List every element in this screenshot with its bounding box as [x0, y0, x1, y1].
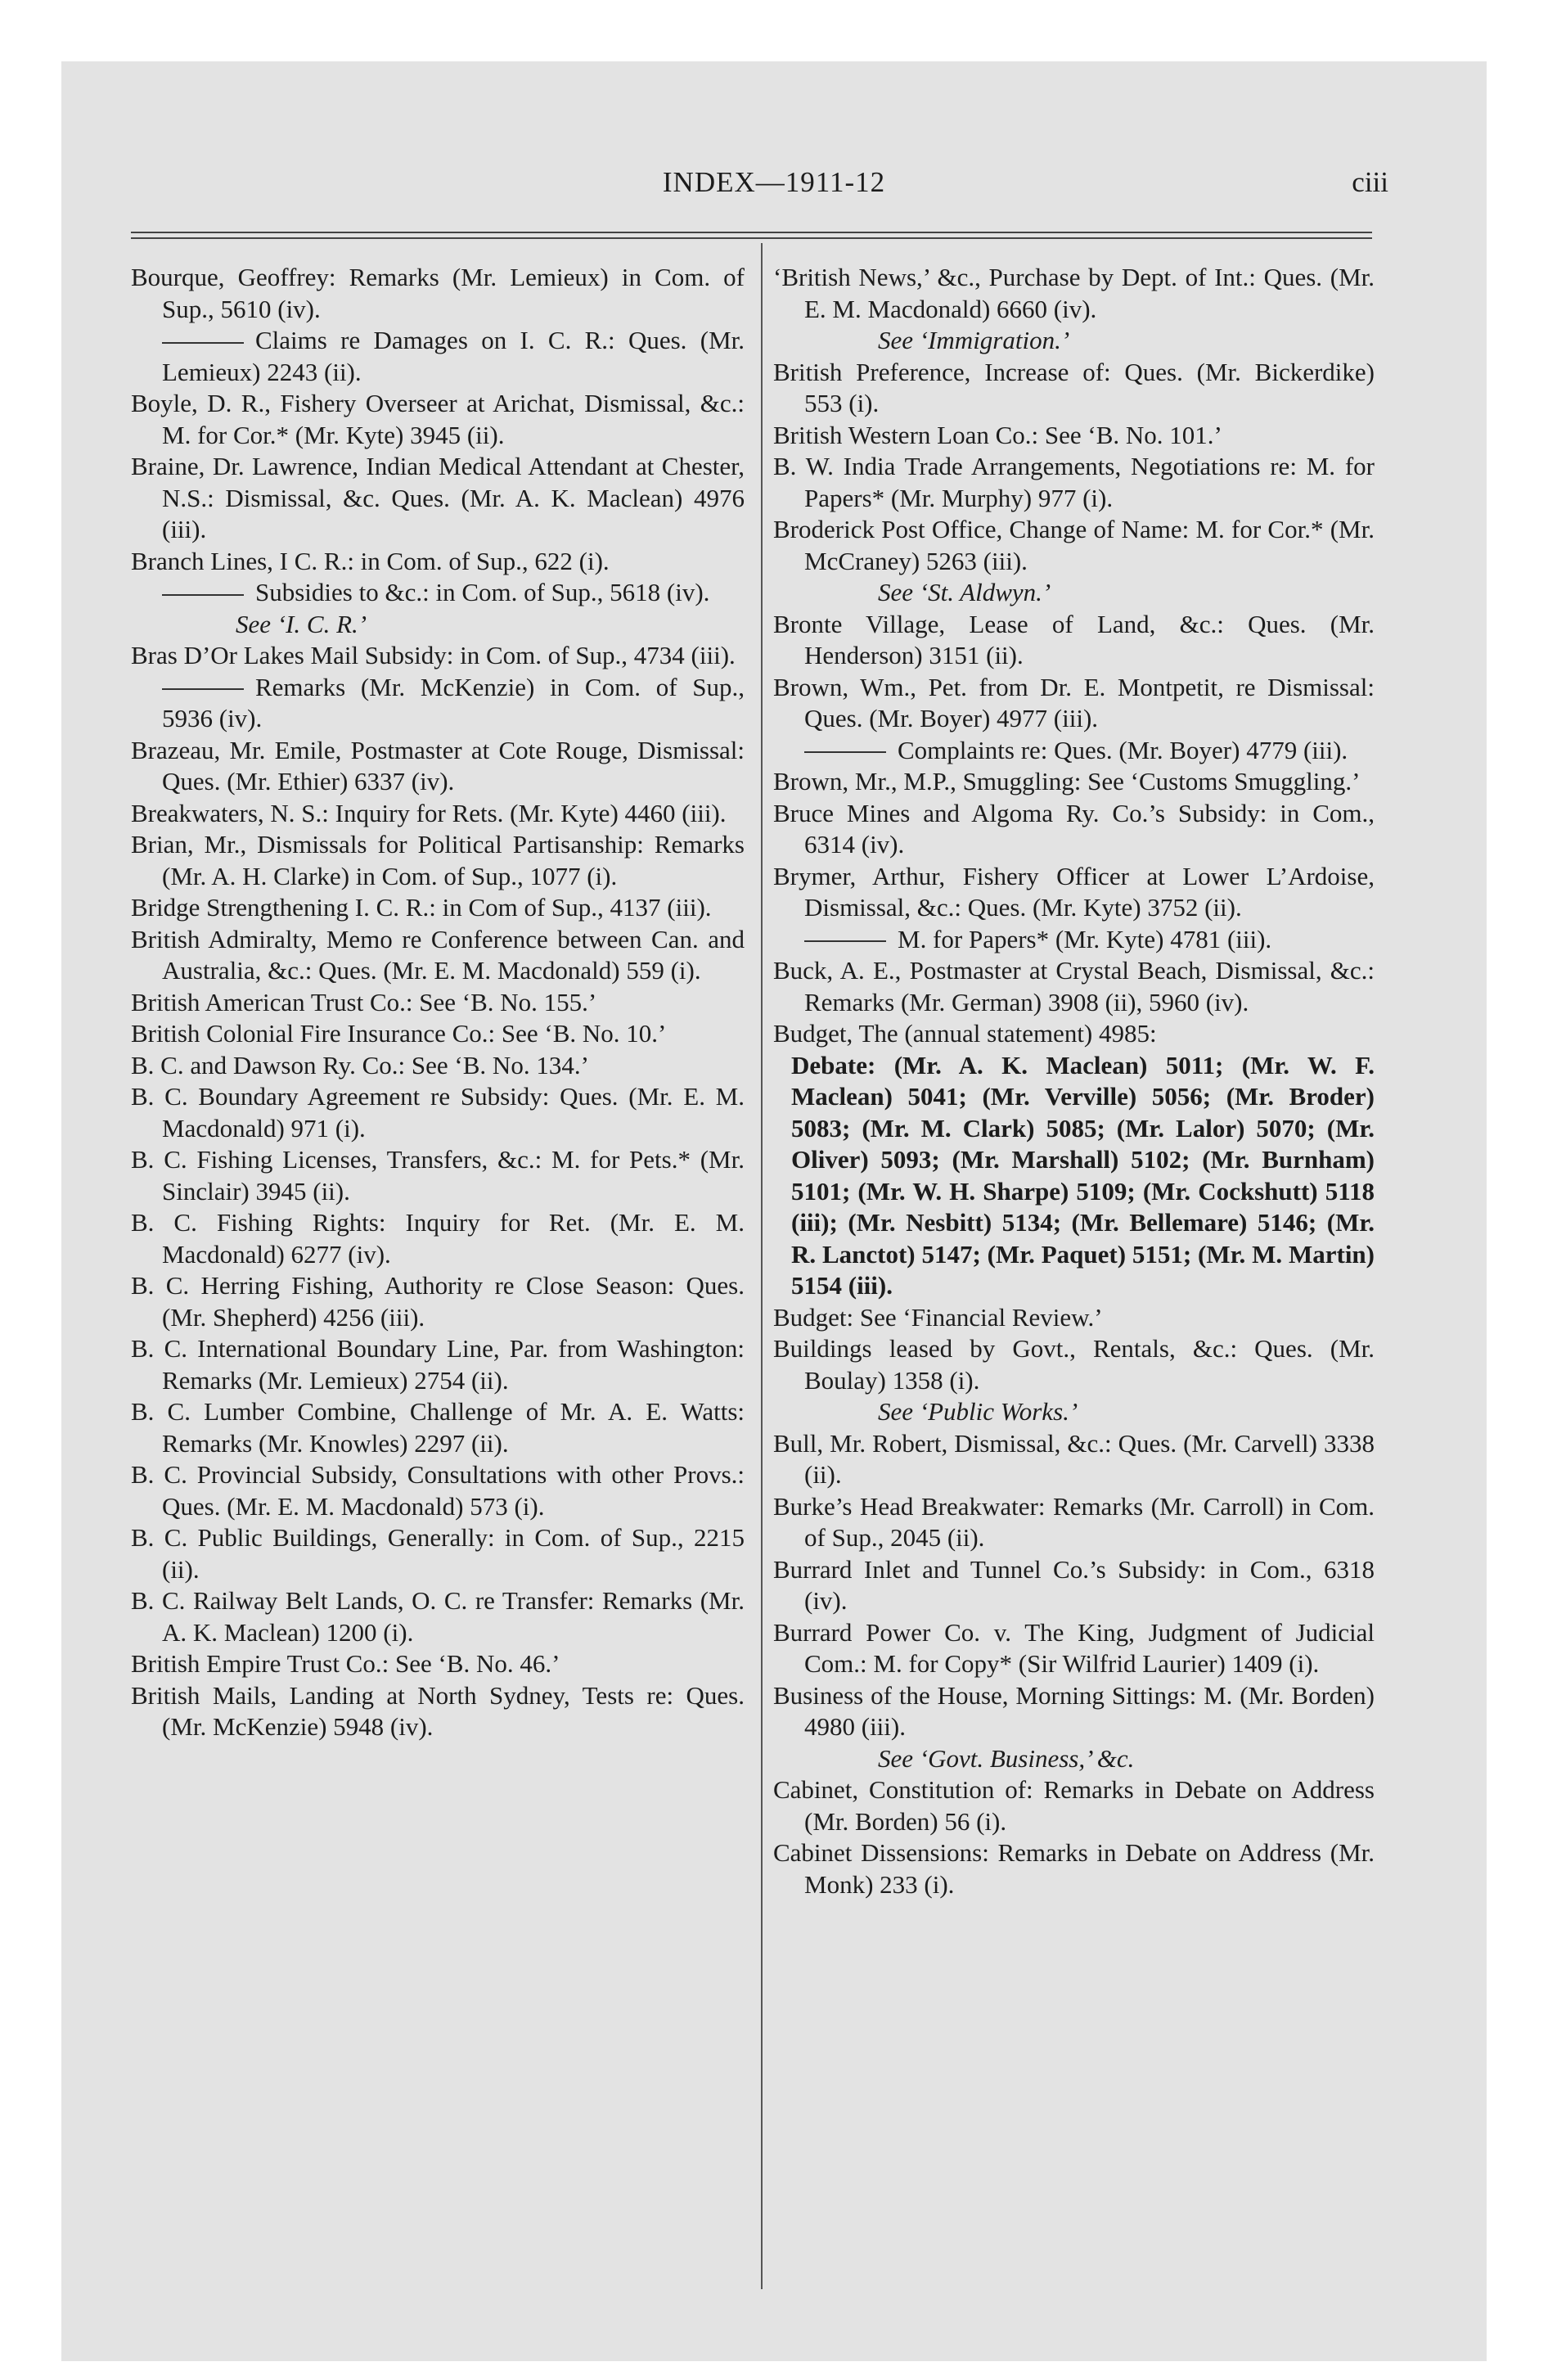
- index-entry: Brown, Mr., M.P., Smuggling: See ‘Customs Smuggling.’: [773, 767, 1361, 796]
- index-entry: Business of the House, Morning Sittings: M. (Mr. Borden) 4980 (iii).: [773, 1680, 1375, 1741]
- index-subentry: Complaints re: Ques. (Mr. Boyer) 4779 (iii).: [773, 735, 1375, 767]
- index-entry: B. C. Fishing Rights: Inquiry for Ret. (Mr. E. M. Macdonald) 6277 (iv).: [131, 1208, 745, 1269]
- index-subentry: Remarks (Mr. McKenzie) in Com. of Sup., 5936 (iv).: [162, 672, 745, 732]
- index-subentry: M. for Papers* (Mr. Kyte) 4781 (iii).: [773, 924, 1375, 956]
- index-entry: Broderick Post Office, Change of Name: M. for Cor.* (Mr. McCraney) 5263 (iii).: [773, 515, 1375, 575]
- index-entry: Braine, Dr. Lawrence, Indian Medical Attendant at Chester, N.S.: Dismissal, &c. Ques. (Mr. A. K. Maclean) 4976 (iii).: [131, 452, 745, 543]
- index-entry: Burke’s Head Breakwater: Remarks (Mr. Carroll) in Com. of Sup., 2045 (ii).: [773, 1491, 1375, 1552]
- see-reference: See ‘Immigration.’: [878, 326, 1070, 354]
- index-subentry: Claims re Damages on I. C. R.: Ques. (Mr. Lemieux) 2243 (ii).: [162, 326, 745, 386]
- index-entry: British American Trust Co.: See ‘B. No. 155.’: [131, 987, 597, 1016]
- index-entry: Buck, A. E., Postmaster at Crystal Beach, Dismissal, &c.: Remarks (Mr. German) 3908 (ii), 5960 (iv).: [773, 956, 1375, 1016]
- index-entry: British Preference, Increase of: Ques. (Mr. Bickerdike) 553 (i).: [773, 357, 1375, 417]
- index-entry: Burrard Power Co. v. The King, Judgment of Judicial Com.: M. for Copy* (Sir Wilfrid Laurier) 1409 (i).: [773, 1617, 1375, 1678]
- index-entry: British Mails, Landing at North Sydney, Tests re: Ques. (Mr. McKenzie) 5948 (iv).: [131, 1680, 745, 1741]
- index-column-right: [773, 262, 1375, 1900]
- index-entry: B. C. Fishing Licenses, Transfers, &c.: M. for Pets.* (Mr. Sinclair) 3945 (ii).: [131, 1145, 745, 1206]
- see-reference: See ‘Govt. Business,’ &c.: [878, 1743, 1135, 1773]
- column-divider: [761, 243, 763, 2289]
- see-reference: See ‘I. C. R.’: [236, 609, 367, 638]
- index-entry: British Western Loan Co.: See ‘B. No. 101.’: [773, 420, 1222, 449]
- index-entry: Breakwaters, N. S.: Inquiry for Rets. (Mr. Kyte) 4460 (iii).: [131, 798, 727, 827]
- index-entry: Burrard Inlet and Tunnel Co.’s Subsidy: in Com., 6318 (iv).: [773, 1554, 1375, 1615]
- index-entry: Brown, Wm., Pet. from Dr. E. Montpetit, re Dismissal: Ques. (Mr. Boyer) 4977 (iii).: [773, 672, 1375, 732]
- index-entry: B. C. and Dawson Ry. Co.: See ‘B. No. 134.’: [131, 1050, 589, 1080]
- index-entry: B. C. Provincial Subsidy, Consultations with other Provs.: Ques. (Mr. E. M. Macdonald) 573 (i).: [131, 1460, 745, 1521]
- index-entry: Brazeau, Mr. Emile, Postmaster at Cote Rouge, Dismissal: Ques. (Mr. Ethier) 6337 (iv).: [131, 735, 745, 796]
- index-entry: Bourque, Geoffrey: Remarks (Mr. Lemieux) in Com. of Sup., 5610 (iv).: [131, 263, 745, 323]
- index-entry: Buildings leased by Govt., Rentals, &c.: Ques. (Mr. Boulay) 1358 (i).: [773, 1334, 1375, 1395]
- header-rule-top: [131, 232, 1372, 233]
- index-entry: Bras D’Or Lakes Mail Subsidy: in Com. of Sup., 4734 (iii).: [131, 641, 736, 669]
- ditto-dash: [804, 940, 886, 942]
- index-entry: B. C. Herring Fishing, Authority re Close Season: Ques. (Mr. Shepherd) 4256 (iii).: [131, 1271, 745, 1332]
- ditto-dash: [162, 688, 244, 690]
- index-entry: B. C. Boundary Agreement re Subsidy: Ques. (Mr. E. M. Macdonald) 971 (i).: [131, 1082, 745, 1143]
- index-entry: Bruce Mines and Algoma Ry. Co.’s Subsidy: in Com., 6314 (iv).: [773, 798, 1375, 859]
- index-entry: Bull, Mr. Robert, Dismissal, &c.: Ques. (Mr. Carvell) 3338 (ii).: [773, 1428, 1375, 1489]
- index-entry: Cabinet, Constitution of: Remarks in Debate on Address (Mr. Borden) 56 (i).: [773, 1775, 1375, 1836]
- header-rule-bottom: [131, 237, 1372, 239]
- page-title: INDEX—1911-12: [662, 166, 886, 198]
- page-number: ciii: [1352, 166, 1388, 198]
- index-column-left: [131, 262, 745, 1743]
- index-entry: B. C. Public Buildings, Generally: in Com. of Sup., 2215 (ii).: [131, 1523, 745, 1584]
- index-entry: B. C. Lumber Combine, Challenge of Mr. A. E. Watts: Remarks (Mr. Knowles) 2297 (ii).: [131, 1397, 745, 1458]
- index-entry: ‘British News,’ &c., Purchase by Dept. of Int.: Ques. (Mr. E. M. Macdonald) 6660 (iv).: [773, 263, 1375, 323]
- see-reference: See ‘St. Aldwyn.’: [878, 578, 1051, 606]
- index-entry: B. W. India Trade Arrangements, Negotiations re: M. for Papers* (Mr. Murphy) 977 (i).: [773, 452, 1375, 512]
- ditto-dash: [162, 594, 244, 596]
- index-entry: Boyle, D. R., Fishery Overseer at Arichat, Dismissal, &c.: M. for Cor.* (Mr. Kyte) 3945 (ii).: [131, 389, 745, 449]
- index-entry: Brian, Mr., Dismissals for Political Partisanship: Remarks (Mr. A. H. Clarke) in Com. of Sup., 1077 (i).: [131, 830, 745, 890]
- index-entry: Bridge Strengthening I. C. R.: in Com of Sup., 4137 (iii).: [131, 893, 712, 922]
- index-entry: Bronte Village, Lease of Land, &c.: Ques. (Mr. Henderson) 3151 (ii).: [773, 609, 1375, 669]
- index-entry: Cabinet Dissensions: Remarks in Debate on Address (Mr. Monk) 233 (i).: [773, 1838, 1375, 1899]
- index-page: [61, 61, 1487, 2361]
- index-entry: B. C. Railway Belt Lands, O. C. re Transfer: Remarks (Mr. A. K. Maclean) 1200 (i).: [131, 1586, 745, 1647]
- ditto-dash: [162, 342, 244, 344]
- index-entry: Budget, The (annual statement) 4985:: [773, 1019, 1157, 1048]
- index-entry: British Empire Trust Co.: See ‘B. No. 46.’: [131, 1649, 560, 1678]
- index-entry: British Colonial Fire Insurance Co.: See ‘B. No. 10.’: [131, 1019, 667, 1048]
- ditto-dash: [804, 751, 886, 753]
- see-reference: See ‘Public Works.’: [878, 1397, 1078, 1426]
- budget-debate-list: Debate: (Mr. A. K. Maclean) 5011; (Mr. W. F. Maclean) 5041; (Mr. Verville) 5056; (Mr. Broder) 5083; (Mr. M. Clark) 5085; (Mr. Lalor) 5070; (Mr. Oliver) 5093; (Mr. Marshall) 5102; (Mr. Burnham) 5101; (Mr. W. H. Sharpe) 5109; (Mr. Cockshutt) 5118 (iii); (Mr. Nesbitt) 5134; (Mr. Bellemare) 5146; (Mr. R. Lanctot) 5147; (Mr. Paquet) 5151; (Mr. M. Martin) 5154 (iii).: [791, 1050, 1375, 1300]
- index-entry: Budget: See ‘Financial Review.’: [773, 1302, 1103, 1332]
- index-entry: Branch Lines, I C. R.: in Com. of Sup., 622 (i).: [131, 546, 610, 575]
- page-header: [61, 166, 1487, 215]
- index-entry: B. C. International Boundary Line, Par. from Washington: Remarks (Mr. Lemieux) 2754 (ii).: [131, 1334, 745, 1395]
- index-entry: British Admiralty, Memo re Conference between Can. and Australia, &c.: Ques. (Mr. E. M. Macdonald) 559 (i).: [131, 924, 745, 985]
- index-entry: Brymer, Arthur, Fishery Officer at Lower L’Ardoise, Dismissal, &c.: Ques. (Mr. Kyte) 3752 (ii).: [773, 861, 1375, 922]
- index-subentry: Subsidies to &c.: in Com. of Sup., 5618 (iv).: [131, 577, 745, 609]
